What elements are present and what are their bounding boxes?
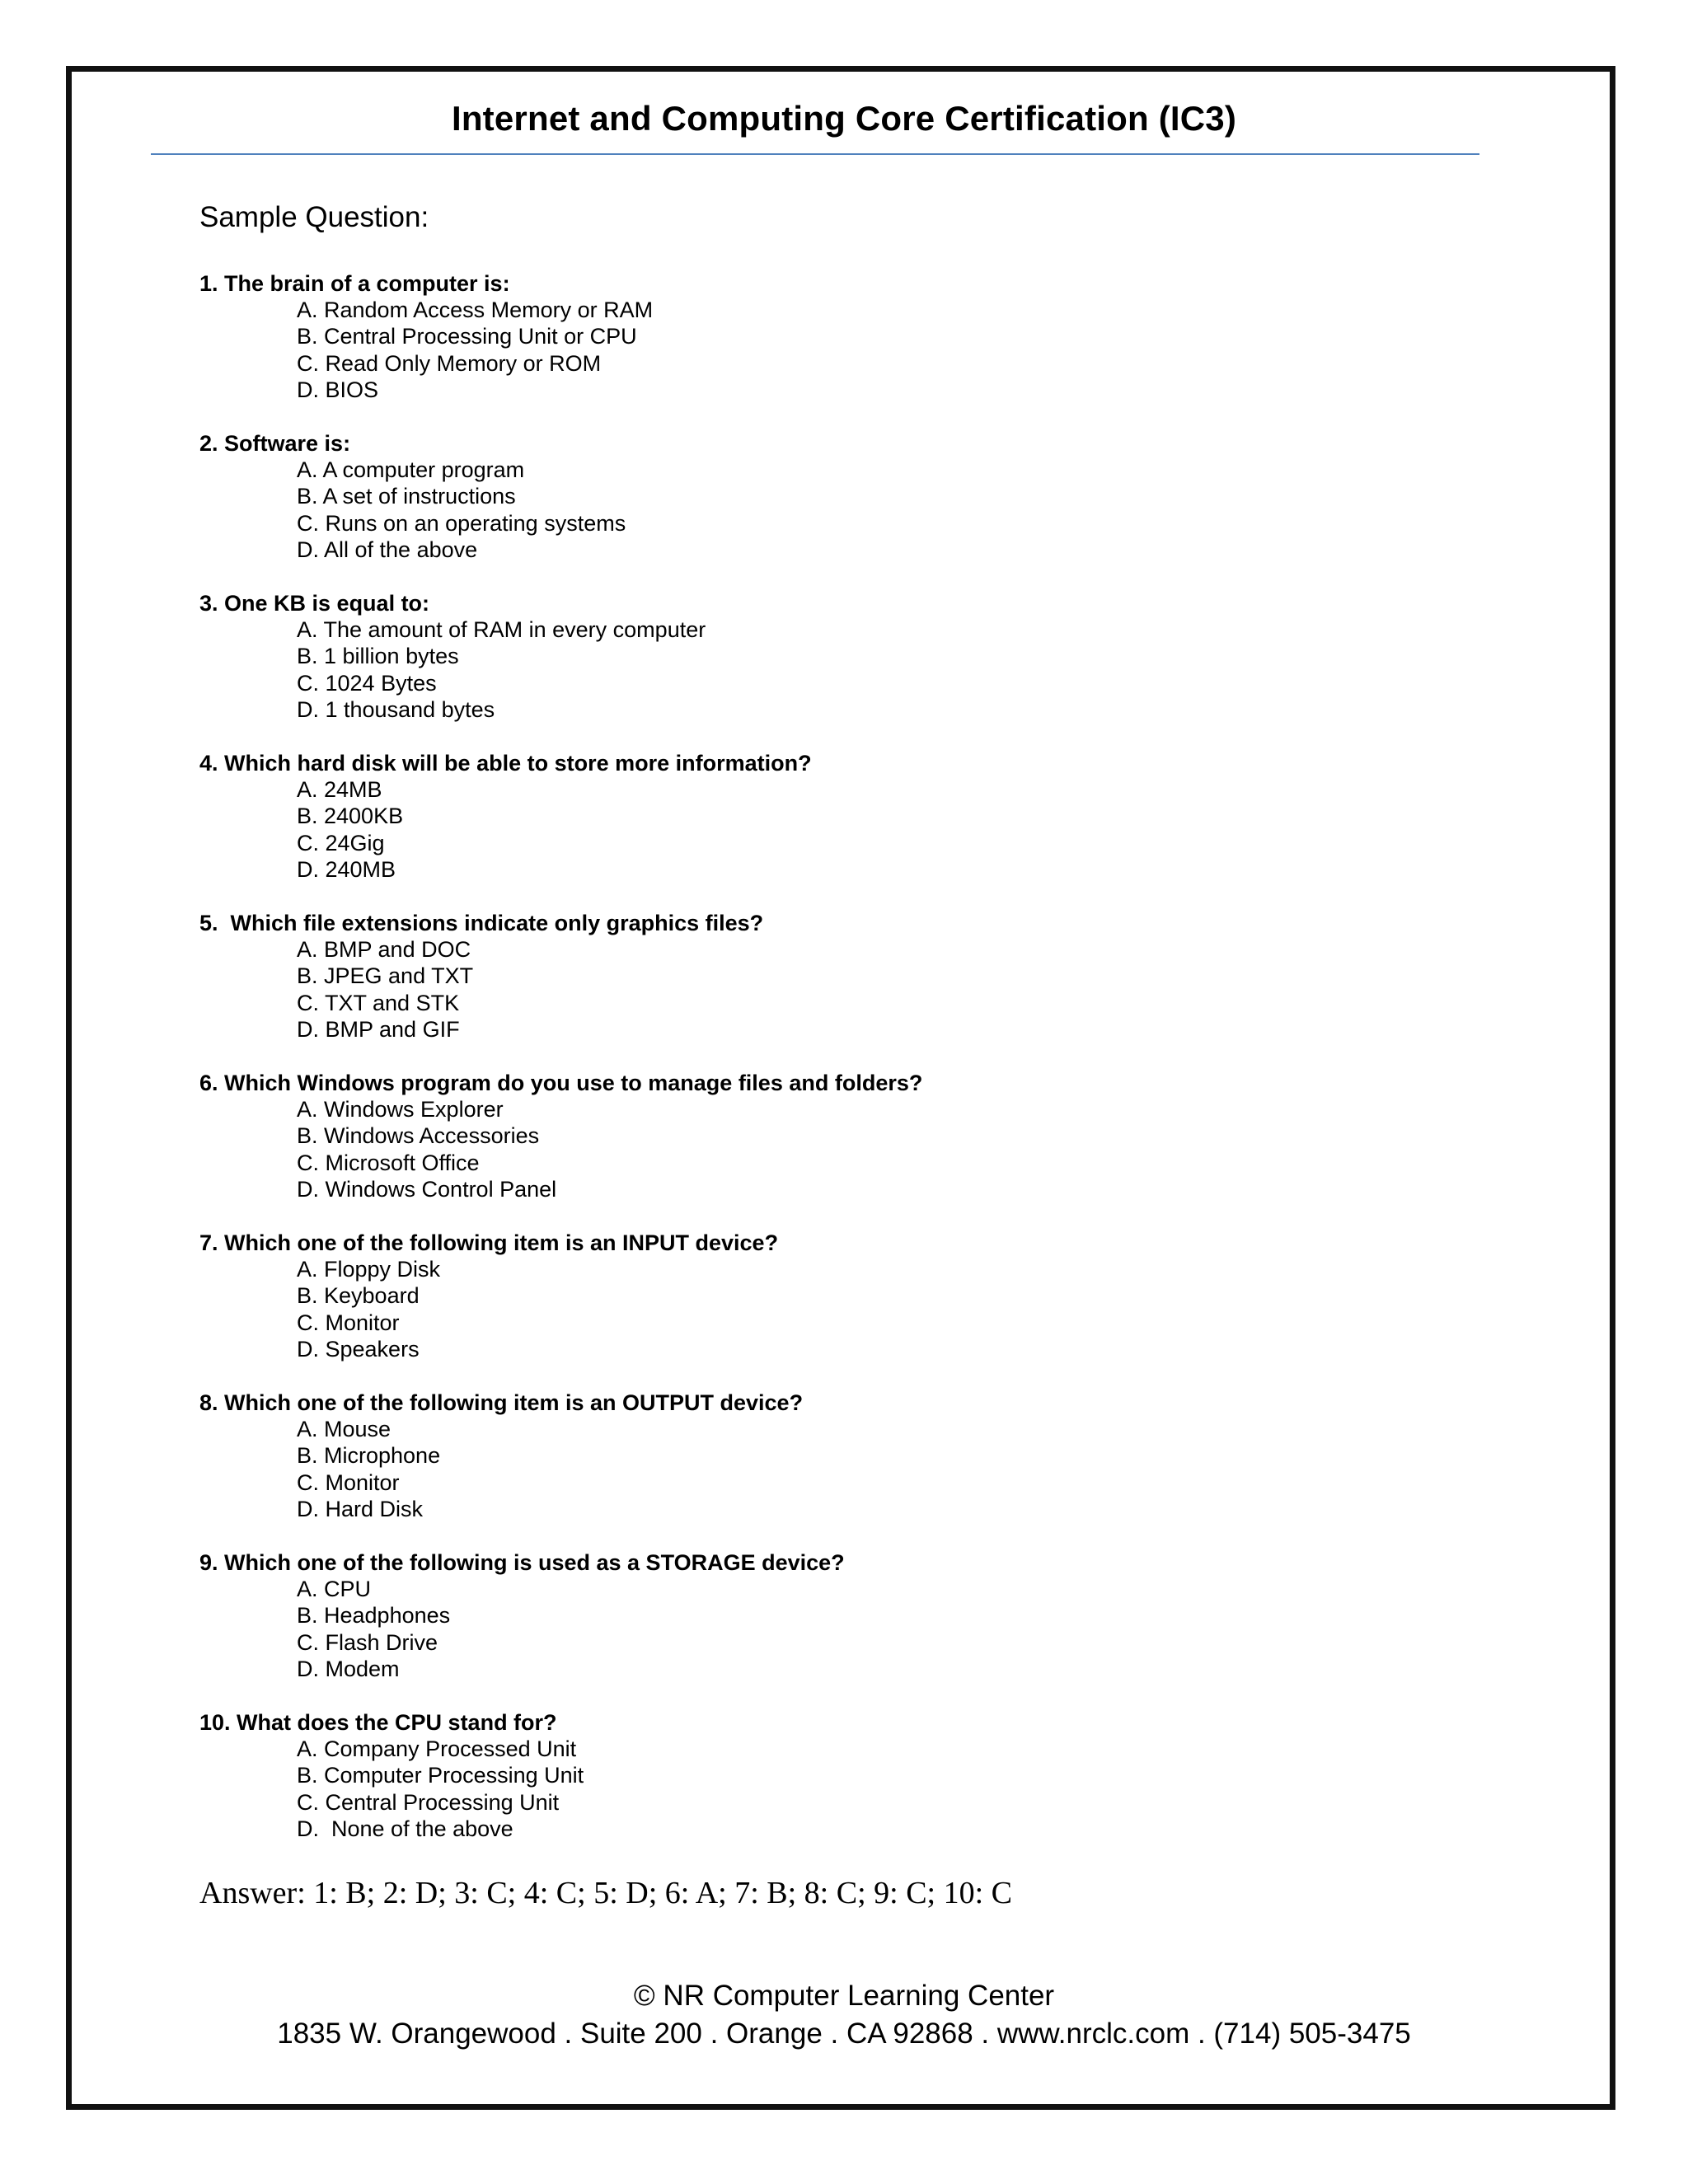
- option-d: D. None of the above: [297, 1816, 513, 1841]
- option-a: A. Windows Explorer: [297, 1097, 504, 1122]
- question-text: 10. What does the CPU stand for?: [199, 1710, 557, 1735]
- option-a: A. Random Access Memory or RAM: [297, 298, 654, 322]
- answer-key: Answer: 1: B; 2: D; 3: C; 4: C; 5: D; 6: A; 7: B; 8: C; 9: C; 10: C: [199, 1876, 1012, 1910]
- footer-copyright: © NR Computer Learning Center: [633, 1980, 1055, 2012]
- question-text: 6. Which Windows program do you use to manage files and folders?: [199, 1071, 923, 1095]
- question-3: [199, 590, 1436, 750]
- option-b: B. JPEG and TXT: [297, 963, 474, 989]
- option-list: [297, 616, 1436, 723]
- option-d: D. Speakers: [297, 1336, 420, 1361]
- option-d: D. All of the above: [297, 537, 478, 562]
- option-c: C. Runs on an operating systems: [297, 510, 626, 536]
- option-b: B. Keyboard: [297, 1283, 420, 1309]
- question-7: [199, 1230, 1436, 1390]
- option-c: C. Monitor: [297, 1469, 400, 1495]
- option-c: C. 24Gig: [297, 830, 385, 855]
- option-c: C. Flash Drive: [297, 1629, 438, 1655]
- option-list: [297, 1416, 1436, 1522]
- option-c: C. TXT and STK: [297, 990, 460, 1015]
- option-c: C. Monitor: [297, 1310, 400, 1335]
- option-a: A. BMP and DOC: [297, 937, 471, 962]
- option-a: A. The amount of RAM in every computer: [297, 617, 706, 642]
- option-c: C. Microsoft Office: [297, 1150, 480, 1175]
- question-4: [199, 750, 1436, 910]
- option-c: C. Read Only Memory or ROM: [297, 350, 602, 376]
- option-c: C. Central Processing Unit: [297, 1789, 560, 1815]
- question-text: 2. Software is:: [199, 431, 351, 456]
- footer-address: 1835 W. Orangewood . Suite 200 . Orange . CA 92868 . www.nrclc.com . (714) 505-3475: [277, 2018, 1411, 2050]
- option-b: B. Microphone: [297, 1443, 441, 1469]
- question-2: [199, 430, 1436, 590]
- question-5: [199, 910, 1436, 1070]
- option-list: [297, 1096, 1436, 1202]
- option-b: B. 2400KB: [297, 804, 404, 829]
- option-b: B. Headphones: [297, 1603, 451, 1629]
- question-text: 5. Which file extensions indicate only graphics files?: [199, 911, 764, 935]
- question-text: 7. Which one of the following item is an INPUT device?: [199, 1230, 779, 1255]
- question-9: [199, 1549, 1436, 1709]
- option-c: C. 1024 Bytes: [297, 670, 437, 696]
- question-10: [199, 1709, 1436, 1869]
- option-a: A. A computer program: [297, 457, 525, 482]
- subheading: Sample Question:: [199, 201, 429, 233]
- question-text: 8. Which one of the following item is an OUTPUT device?: [199, 1390, 804, 1415]
- option-list: [297, 457, 1436, 563]
- option-b: B. Central Processing Unit or CPU: [297, 324, 637, 349]
- option-list: [297, 1256, 1436, 1362]
- option-d: D. BIOS: [297, 377, 379, 402]
- option-list: [297, 1576, 1436, 1682]
- option-d: D. Windows Control Panel: [297, 1176, 557, 1202]
- option-a: A. Mouse: [297, 1417, 392, 1441]
- question-text: 4. Which hard disk will be able to store more information?: [199, 751, 812, 776]
- option-d: D. 1 thousand bytes: [297, 696, 495, 722]
- option-b: B. 1 billion bytes: [297, 644, 459, 669]
- option-d: D. Modem: [297, 1656, 400, 1681]
- option-list: [297, 297, 1436, 403]
- question-text: 9. Which one of the following is used as a STORAGE device?: [199, 1550, 845, 1575]
- document-title: Internet and Computing Core Certification (IC3): [451, 99, 1237, 138]
- option-d: D. 240MB: [297, 856, 396, 882]
- option-a: A. 24MB: [297, 777, 382, 802]
- option-b: B. A set of instructions: [297, 484, 516, 509]
- option-d: D. Hard Disk: [297, 1496, 424, 1521]
- question-text: 1. The brain of a computer is:: [199, 271, 510, 296]
- option-d: D. BMP and GIF: [297, 1016, 460, 1042]
- question-1: [199, 270, 1436, 430]
- option-list: [297, 936, 1436, 1043]
- option-a: A. CPU: [297, 1577, 372, 1601]
- option-list: [297, 1736, 1436, 1842]
- option-b: B. Computer Processing Unit: [297, 1763, 584, 1788]
- question-list: [199, 270, 1436, 1869]
- question-8: [199, 1390, 1436, 1549]
- question-6: [199, 1070, 1436, 1230]
- option-b: B. Windows Accessories: [297, 1123, 540, 1149]
- question-text: 3. One KB is equal to:: [199, 591, 430, 616]
- option-list: [297, 776, 1436, 883]
- option-a: A. Floppy Disk: [297, 1257, 441, 1282]
- option-a: A. Company Processed Unit: [297, 1736, 577, 1761]
- title-divider: [151, 153, 1479, 155]
